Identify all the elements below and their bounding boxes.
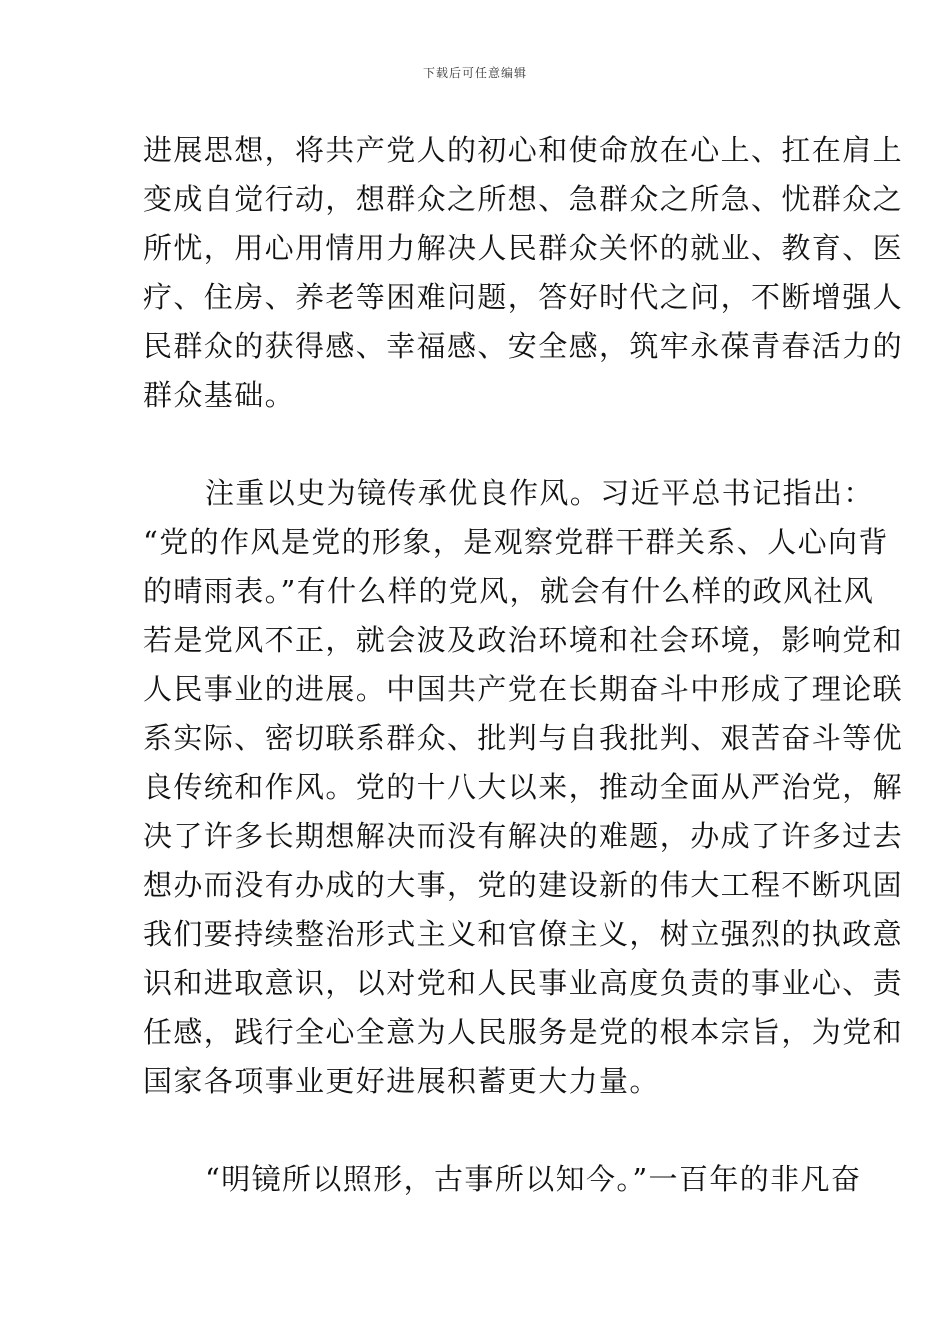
text-line: 我们要持续整治形式主义和官僚主义，树立强烈的执政意 [143,917,904,951]
text-line: 所忧，用心用情用力解决人民群众关怀的就业、教育、医 [143,231,904,265]
text-line: 民群众的获得感、幸福感、安全感，筑牢永葆青春活力的 [143,329,904,363]
paragraph-1 [143,126,904,420]
text-line: 注重以史为镜传承优良作风。习近平总书记指出： [205,476,874,510]
text-line: 群众基础。 [143,378,296,412]
document-body [143,126,904,1204]
paragraph-2 [143,469,904,1106]
text-line: 良传统和作风。党的十八大以来，推动全面从严治党，解 [143,770,904,804]
paragraph-gap [143,1106,807,1155]
text-line: 任感，践行全心全意为人民服务是党的根本宗旨，为党和 [143,1015,904,1049]
page-header: 下载后可任意编辑 [422,66,527,80]
text-line: 识和进取意识，以对党和人民事业高度负责的事业心、责 [143,966,904,1000]
text-line: 国家各项事业更好进展积蓄更大力量。 [143,1064,660,1098]
text-line: 系实际、密切联系群众、批判与自我批判、艰苦奋斗等优 [143,721,904,755]
text-line: 疗、住房、养老等困难问题，答好时代之问，不断增强人 [143,280,904,314]
text-line: 决了许多长期想解决而没有解决的难题，办成了许多过去 [143,819,904,853]
text-line: 进展思想，将共产党人的初心和使命放在心上、扛在肩上 [143,133,904,167]
paragraph-gap [143,420,807,469]
text-line: “党的作风是党的形象，是观察党群干群关系、人心向背 [143,525,889,559]
paragraph-3 [143,1155,862,1204]
text-line: 的晴雨表。”有什么样的党风，就会有什么样的政风社风 [143,574,875,608]
text-line: 变成自觉行动，想群众之所想、急群众之所急、忧群众之 [143,182,904,216]
text-line: 若是党风不正，就会波及政治环境和社会环境，影响党和 [143,623,904,657]
text-line: “明镜所以照形，古事所以知今。”一百年的非凡奋 [205,1162,862,1196]
text-line: 想办而没有办成的大事，党的建设新的伟大工程不断巩固 [143,868,904,902]
text-line: 人民事业的进展。中国共产党在长期奋斗中形成了理论联 [143,672,904,706]
